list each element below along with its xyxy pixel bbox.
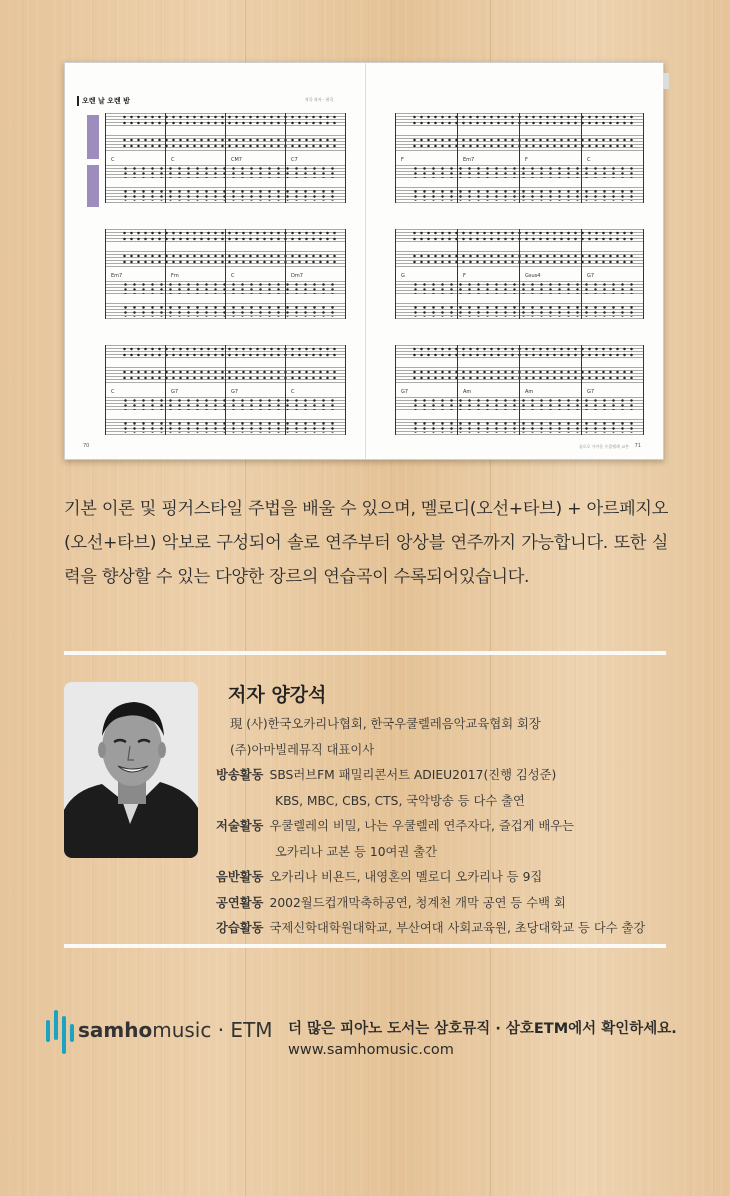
bar-line <box>105 229 106 319</box>
bar-line <box>225 113 226 203</box>
note-group <box>121 253 339 265</box>
note-group <box>121 114 339 126</box>
note-group <box>121 346 339 358</box>
author-bio-text: 2002월드컵개막축하공연, 청계천 개막 공연 등 수백 회 <box>269 896 566 910</box>
website-link[interactable]: www.samhomusic.com <box>288 1042 454 1058</box>
note-group <box>411 114 637 126</box>
divider-bottom <box>64 944 666 948</box>
bar-line <box>165 345 166 435</box>
author-photo <box>64 682 198 858</box>
bar-line <box>643 113 644 203</box>
page-footer-note: 솔로로 가까운 우쿨렐레 교본 <box>578 444 629 449</box>
note-group <box>411 421 637 433</box>
chord-label: F <box>401 157 404 163</box>
bar-line <box>165 229 166 319</box>
song-title: 오렌 날 오렌 밤 <box>77 96 130 106</box>
chord-label: C <box>587 157 591 163</box>
chord-label: Gsus4 <box>525 273 541 279</box>
bar-line <box>225 229 226 319</box>
author-bio-line <box>230 714 541 732</box>
bar-line <box>643 345 644 435</box>
bar-line <box>345 113 346 203</box>
author-bio-text: 국제신학대학원대학교, 부산여대 사회교육원, 초당대학교 등 다수 출강 <box>269 921 646 935</box>
chord-label: G <box>401 273 405 279</box>
bar-line <box>519 345 520 435</box>
bar-line <box>643 229 644 319</box>
arpeggio-side-tab <box>87 165 99 207</box>
note-group <box>121 230 339 242</box>
bar-line <box>285 113 286 203</box>
author-bio-text: 現 (사)한국오카리나협회, 한국우쿨렐레음악교육협회 회장 <box>230 717 541 731</box>
chord-label: Em7 <box>463 157 475 163</box>
note-group <box>411 369 637 381</box>
bar-line <box>581 345 582 435</box>
chord-label: Am <box>463 389 472 395</box>
author-heading: 저자 양강석 <box>228 684 327 706</box>
bar-line <box>457 229 458 319</box>
bar-line <box>345 229 346 319</box>
chord-label: Fm <box>171 273 179 279</box>
bar-line <box>285 345 286 435</box>
note-group <box>411 282 637 294</box>
note-group <box>121 166 339 178</box>
bar-line <box>395 113 396 203</box>
logo-music: music <box>152 1018 212 1042</box>
bar-line <box>225 345 226 435</box>
chord-label: F <box>525 157 528 163</box>
author-bio-line <box>216 816 574 834</box>
bar-line <box>165 113 166 203</box>
author-bio-line <box>216 765 556 783</box>
chord-label: G7 <box>587 389 595 395</box>
author-bio-category: 강습활동 <box>216 921 264 935</box>
note-group <box>411 398 637 410</box>
note-group <box>121 305 339 317</box>
note-group <box>121 398 339 410</box>
author-bio-line <box>216 893 566 911</box>
bar-line <box>581 113 582 203</box>
author-bio-category: 공연활동 <box>216 896 264 910</box>
bar-line <box>581 229 582 319</box>
divider-top <box>64 651 666 655</box>
bar-line <box>519 113 520 203</box>
author-bio-category: 음반활동 <box>216 870 264 884</box>
author-bio-text: 우쿨렐레의 비밀, 나는 우쿨렐레 연주자다, 즐겁게 배우는 <box>269 819 574 833</box>
chord-label: C <box>111 389 115 395</box>
note-group <box>411 189 637 201</box>
author-bio-text: SBS러브FM 패밀리콘서트 ADIEU2017(진행 김성준) <box>269 768 557 782</box>
song-subtitle: 작곡 작사 · 편곡 <box>305 97 334 102</box>
bar-line <box>395 229 396 319</box>
logo-samho: samho <box>78 1018 153 1042</box>
author-bio-text: 오카리나 교본 등 10여권 출간 <box>275 845 437 859</box>
page-number-left: 70 <box>83 443 90 449</box>
samhomusic-logo-text <box>78 1018 273 1042</box>
chord-label: G7 <box>171 389 179 395</box>
author-bio-line <box>275 791 525 809</box>
author-bio-line <box>230 740 374 758</box>
author-bio-line <box>275 842 437 860</box>
author-bio-category: 저술활동 <box>216 819 264 833</box>
note-group <box>411 137 637 149</box>
chord-label: C <box>171 157 175 163</box>
author-bio-line <box>216 867 542 885</box>
bar-line <box>285 229 286 319</box>
bar-line <box>457 345 458 435</box>
score-spread-preview <box>64 62 664 460</box>
chord-label: Em7 <box>111 273 123 279</box>
author-bio-line <box>216 918 645 936</box>
chord-label: C <box>291 389 295 395</box>
author-bio-text: 오카리나 비욘드, 내영혼의 멜로디 오카리나 등 9집 <box>269 870 543 884</box>
bar-line <box>345 345 346 435</box>
chord-label: C <box>111 157 115 163</box>
note-group <box>411 346 637 358</box>
spread-gutter <box>365 63 366 459</box>
bar-line <box>395 345 396 435</box>
chord-label: G7 <box>231 389 239 395</box>
bar-line <box>105 345 106 435</box>
bar-line <box>105 113 106 203</box>
note-group <box>411 230 637 242</box>
note-group <box>121 369 339 381</box>
author-bio-category: 방송활동 <box>216 768 264 782</box>
chord-label: Dm7 <box>291 273 303 279</box>
note-group <box>121 137 339 149</box>
chord-label: CM7 <box>231 157 242 163</box>
author-bio-text: KBS, MBC, CBS, CTS, 국악방송 등 다수 출연 <box>275 794 525 808</box>
chord-label: F <box>463 273 466 279</box>
chord-label: C7 <box>291 157 298 163</box>
note-group <box>121 421 339 433</box>
bar-line <box>519 229 520 319</box>
page-number-right: 71 <box>634 443 641 449</box>
note-group <box>411 253 637 265</box>
page-edge <box>663 73 669 89</box>
logo-etm: · ETM <box>211 1018 273 1042</box>
note-group <box>411 305 637 317</box>
chord-label: G7 <box>587 273 595 279</box>
book-description: 기본 이론 및 핑거스타일 주법을 배울 수 있으며, 멜로디(오선+타브) + 아르페지오(오선+타브) 악보로 구성되어 솔로 연주부터 앙상블 연주까지 가능합니다. 또한 실력을 향상할 수 있는 다양한 장르의 연습곡이 수록되어있습니다. <box>64 499 668 587</box>
author-portrait-illustration <box>64 682 198 858</box>
footer-message: 더 많은 피아노 도서는 삼호뮤직 · 삼호ETM에서 확인하세요. <box>288 1021 677 1037</box>
bar-line <box>457 113 458 203</box>
chord-label: Am <box>525 389 534 395</box>
note-group <box>411 166 637 178</box>
melody-side-tab <box>87 115 99 159</box>
chord-label: C <box>231 273 235 279</box>
note-group <box>121 189 339 201</box>
author-bio-text: (주)아마빌레뮤직 대표이사 <box>230 743 375 757</box>
note-group <box>121 282 339 294</box>
chord-label: G7 <box>401 389 409 395</box>
